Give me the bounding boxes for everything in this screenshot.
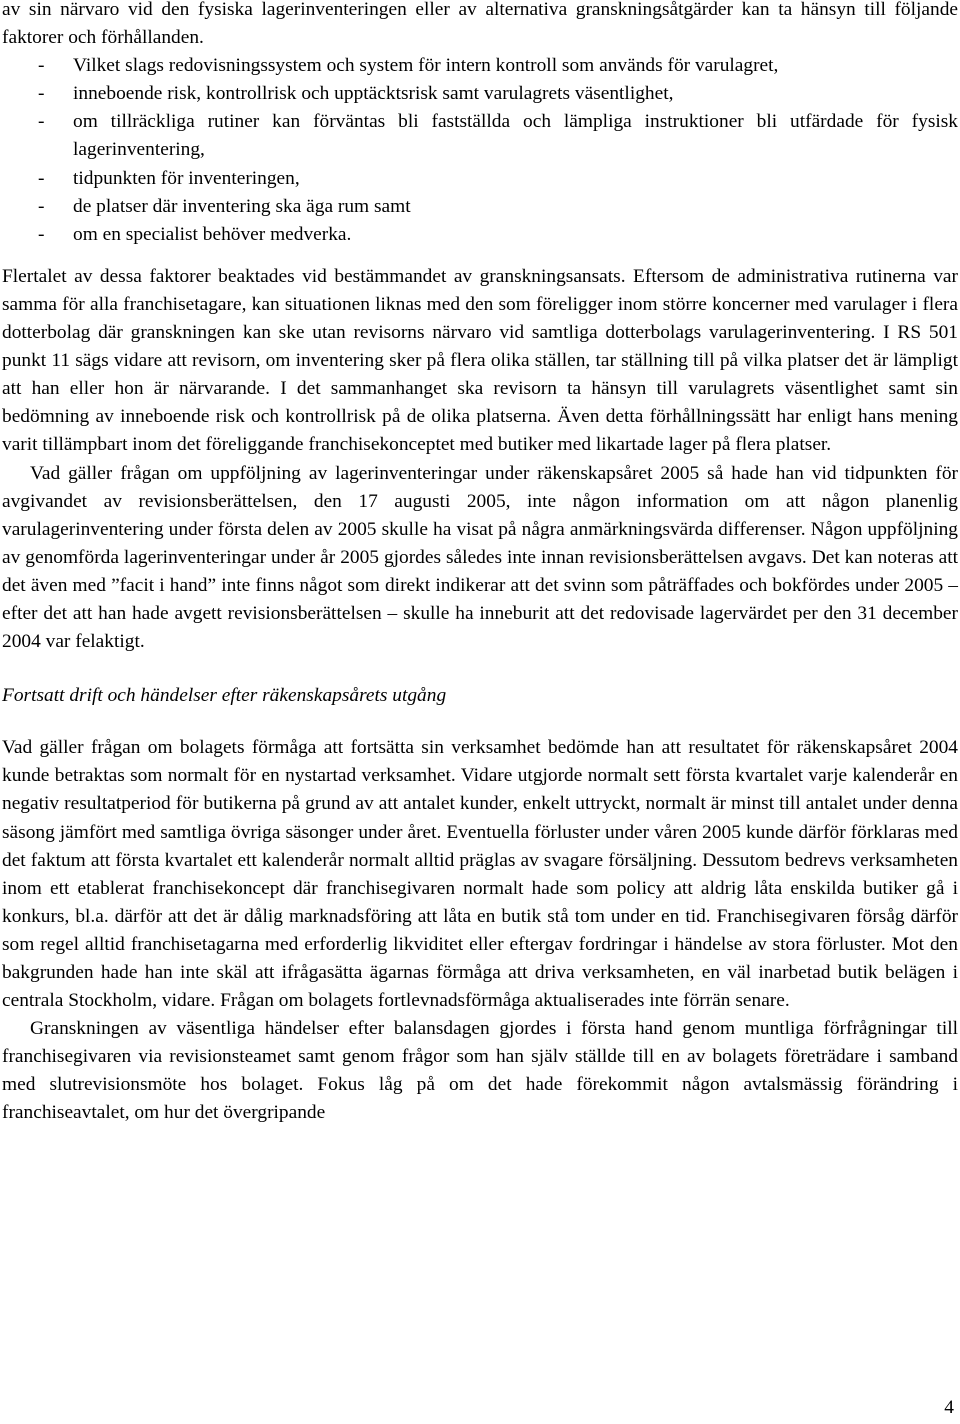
- page-number: 4: [944, 1397, 954, 1418]
- dash-bullet: -: [38, 167, 45, 189]
- list-item: - om tillräckliga rutiner kan förväntas bli fastställda och lämpliga instruktioner bli utfärdade för fysisk lagerinventering,: [2, 108, 958, 164]
- list-item: - tidpunkten för inventeringen,: [2, 165, 958, 193]
- dash-bullet: -: [38, 223, 45, 245]
- document-page: [2, 0, 958, 1128]
- factor-list: [2, 52, 958, 249]
- body-paragraph-2: Vad gäller frågan om uppföljning av lagerinventeringar under räkenskapsåret 2005 så hade han vid tidpunkten för avgivandet av revisionsberättelsen, den 17 augusti 2005, inte någon information om att någon planenlig varulagerinventering under första delen av 2005 skulle ha visat på några anmärkningsvärda differenser. Någon uppföljning av genomförda lagerinventeringar under år 2005 gjordes således inte innan revisionsberättelsen avgavs. Det kan noteras att det även med ”facit i hand” inte finns något som direkt indikerar att det svinn som påträffades och bokfördes under 2005 – efter det att han hade avgett revisionsberättelsen – skulle ha inneburit att det redovisade lagervärdet per den 31 december 2004 var felaktigt.: [2, 462, 958, 653]
- list-item: - Vilket slags redovisningssystem och system för intern kontroll som används för varulagret,: [2, 52, 958, 80]
- dash-bullet: -: [38, 195, 45, 217]
- body-paragraph-1: Flertalet av dessa faktorer beaktades vid bestämmandet av granskningsansats. Eftersom de administrativa rutinerna var samma för alla franchisetagare, kan situationen liknas med den som föreligger inom större koncerner med varulager i flera dotterbolag där granskningen kan ske utan revisorns närvaro vid samtliga dotterbolags varulagerinventering. I RS 501 punkt 11 sägs vidare att revisorn, om inventering sker på flera olika ställen, tar ställning till på vilka platser det är lämpligt att han eller hon är närvarande. I det sammanhanget ska revisorn ta hänsyn till varulagrets väsentlighet samt sin bedömning av inneboende risk och kontrollrisk på de olika platserna. Även detta förhållningssätt har enligt hans mening varit tillämpbart inom det föreliggande franchisekonceptet med butiker med likartade lager på flera platser.: [2, 265, 958, 456]
- dash-bullet: -: [38, 111, 45, 133]
- list-item: - de platser där inventering ska äga rum samt: [2, 193, 958, 221]
- list-item: - inneboende risk, kontrollrisk och upptäcktsrisk samt varulagrets väsentlighet,: [2, 80, 958, 108]
- body-paragraph-4: Granskningen av väsentliga händelser efter balansdagen gjordes i första hand genom muntliga förfrågningar till franchisegivaren via revisionsteamet samt genom frågor som han själv ställde till en av bolagets företrädare i samband med slutrevisionsmöte hos bolaget. Fokus låg på om det hade förekommit någon avtalsmässig förändring i franchiseavtalet, om hur det övergripande: [2, 1018, 958, 1124]
- intro-paragraph: av sin närvaro vid den fysiska lagerinventeringen eller av alternativa granskningsåtgärder kan ta hänsyn till följande faktorer och förhållanden.: [2, 0, 958, 49]
- dash-bullet: -: [38, 55, 45, 77]
- body-paragraph-3: Vad gäller frågan om bolagets förmåga att fortsätta sin verksamhet bedömde han att resultatet för räkenskapsåret 2004 kunde betraktas som normalt för en nystartad verksamhet. Vidare utgjorde normalt sett första kvartalet varje kalenderår en negativ resultatperiod för butikerna på grund av att antalet kunder, enkelt uttryckt, normalt är minst till antalet under denna säsong jämfört med samtliga övriga säsonger under året. Eventuella förluster under våren 2005 kunde därför förklaras med det faktum att första kvartalet ett kalenderår normalt alltid präglas av svagare försäljning. Dessutom bedrevs verksamheten inom ett etablerat franchisekoncept där franchisegivaren normalt hade som policy att aldrig låta enskilda butiker gå i konkurs, bl.a. därför att det är dålig marknadsföring att låta en butik stå tom under en tid. Franchisegivaren försåg därför som regel alltid franchisetagarna med erforderlig likviditet eller eftergav fordringar i händelse av stora förluster. Mot den bakgrunden hade han inte skäl att ifrågasätta ägarnas förmåga att driva verksamheten, en väl inarbetad butik belägen i centrala Stockholm, vidare. Frågan om bolagets fortlevnadsförmåga aktualiserades inte förrän senare.: [2, 737, 958, 1012]
- list-item: - om en specialist behöver medverka.: [2, 221, 958, 249]
- section-heading: Fortsatt drift och händelser efter räkenskapsårets utgång: [2, 685, 447, 707]
- dash-bullet: -: [38, 83, 45, 105]
